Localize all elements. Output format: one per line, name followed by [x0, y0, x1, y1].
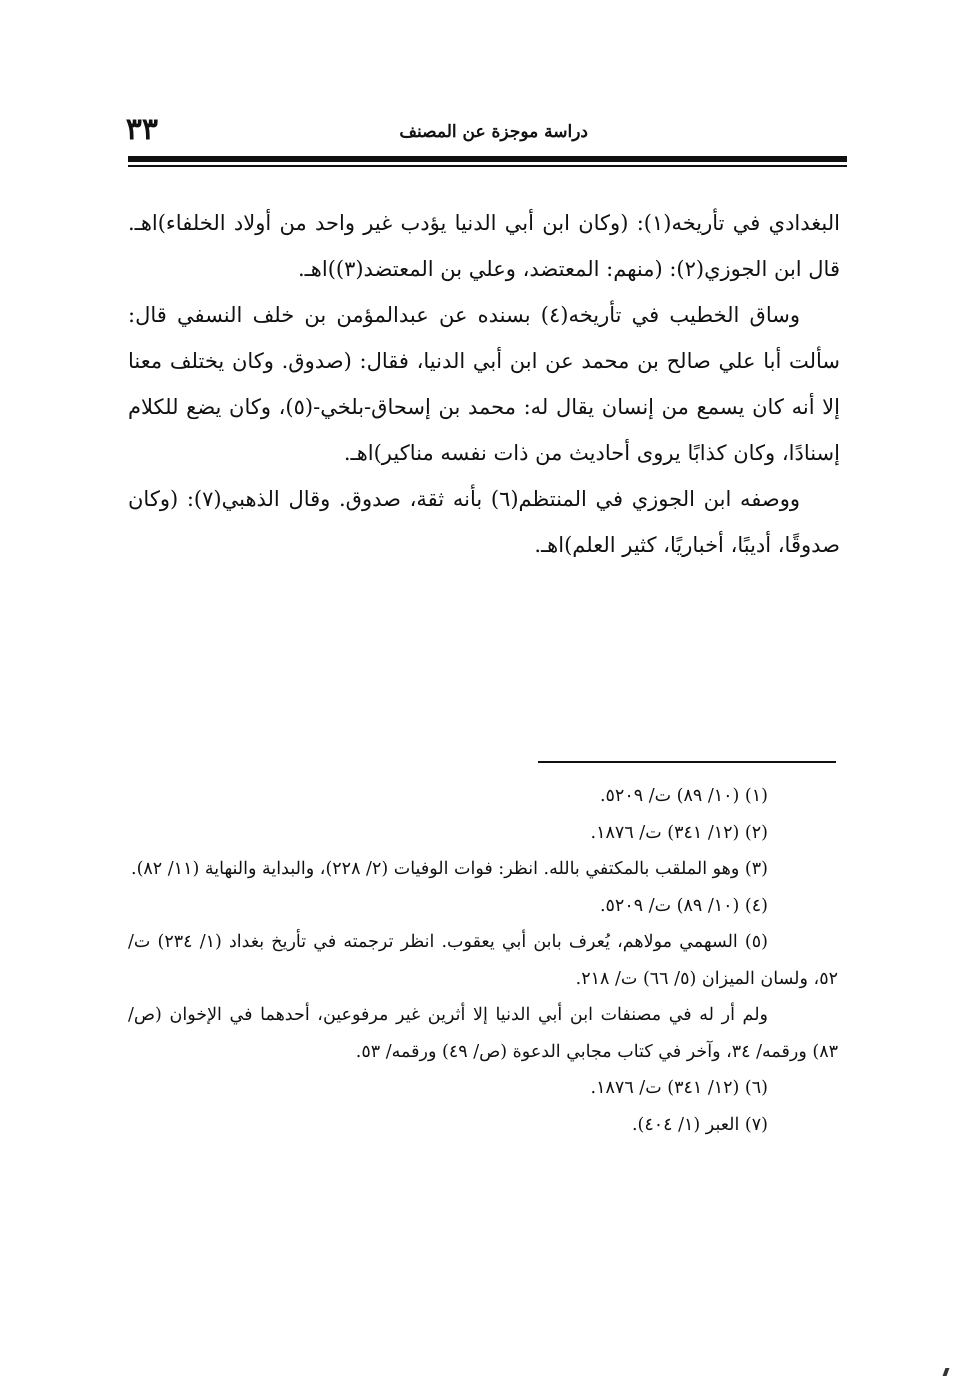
footnote-5-continued: ولم أر له في مصنفات ابن أبي الدنيا إلا أثرين غير مرفوعين، أحدهما في الإخوان (ص/ ٨٣) ورقمه/ ٣٤، وآخر في كتاب مجابي الدعوة (ص/ ٤٩) ورقمه/ ٥٣.: [128, 1005, 838, 1062]
footnote-4: (٤) (١٠/ ٨٩) ت/ ٥٢٠٩.: [599, 895, 768, 916]
paragraph-3: ووصفه ابن الجوزي في المنتظم(٦) بأنه ثقة، صدوق. وقال الذهبي(٧): (وكان صدوقًا، أديبًا، أخباريًا، كثير العلم)اهـ.: [128, 487, 840, 557]
body-text: [128, 200, 840, 568]
footnote-3: (٣) وهو الملقب بالمكتفي بالله. انظر: فوات الوفيات (٢/ ٢٢٨)، والبداية والنهاية (١١/ ٨٢).: [131, 859, 768, 879]
paragraph-2: وساق الخطيب في تأريخه(٤) بسنده عن عبدالمؤمن بن خلف النسفي قال: سألت أبا علي صالح بن محمد عن ابن أبي الدنيا، فقال: (صدوق. وكان يختلف معنا إلا أنه كان يسمع من إنسان يقال له: محمد بن إسحاق-بلخي-(٥)، وكان يضع للكلام إسنادًا، وكان كذابًا يروى أحاديث من ذات نفسه مناكير)اهـ.: [128, 303, 840, 465]
page-number: ٣٣: [125, 112, 158, 147]
page-header: [125, 112, 848, 152]
header-rule-thin: [128, 165, 847, 167]
footnote-7: (٧) العبر (١/ ٤٠٤).: [631, 1114, 768, 1135]
footnote-6: (٦) (١٢/ ٣٤١) ت/ ١٨٧٦.: [590, 1078, 768, 1098]
running-title: دراسة موجزة عن المصنف: [399, 122, 588, 142]
footnote-2: (٢) (١٢/ ٣٤١) ت/ ١٨٧٦.: [590, 822, 768, 843]
footnote-separator: [538, 761, 836, 763]
paragraph-1: البغدادي في تأريخه(١): (وكان ابن أبي الدنيا يؤدب غير واحد من أولاد الخلفاء)اهـ. قال ابن الجوزي(٢): (منهم: المعتضد، وعلي بن المعتضد(٣))اهـ.: [128, 211, 840, 281]
footnote-5: (٥) السهمي مولاهم، يُعرف بابن أبي يعقوب. انظر ترجمته في تأريخ بغداد (١/ ٢٣٤) ت/ ٥٢، ولسان الميزان (٥/ ٦٦) ت/ ٢١٨.: [128, 932, 838, 989]
footnote-1: (١) (١٠/ ٨٩) ت/ ٥٢٠٩.: [599, 786, 768, 806]
header-rule-thick: [128, 156, 847, 162]
scan-mark: [943, 1368, 950, 1376]
footnotes: [128, 778, 838, 1143]
